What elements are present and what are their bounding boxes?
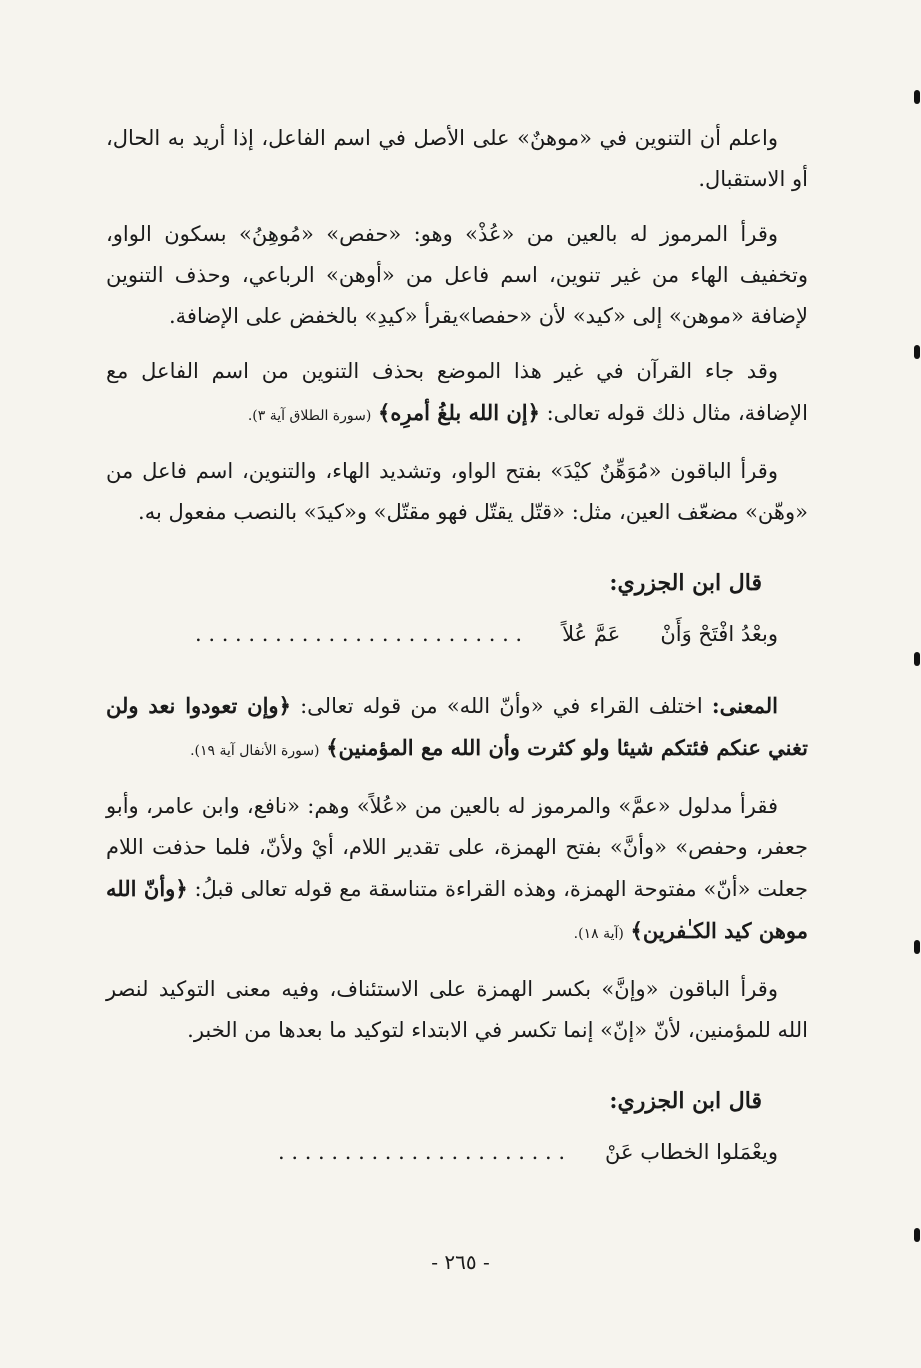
paragraph: واعلم أن التنوين في «موهنٌ» على الأصل في اسم الفاعل، إذا أريد به الحال، أو الاستقبال.	[106, 126, 808, 191]
poem-verse	[106, 614, 808, 655]
verse-part: وبعْدُ افْتَحْ وَأَنْ	[660, 622, 778, 646]
quran-quote: ﴿إن الله بلغُ أمرِه﴾	[378, 400, 540, 425]
section-heading: قال ابن الجزري:	[609, 1088, 762, 1114]
quran-quote: ﴿وإن تعودوا نعد ولن تغني عنكم فئتكم شيئا ولو كثرت وأن الله مع المؤمنين﴾	[106, 693, 808, 760]
poem-verse	[106, 1132, 808, 1173]
page-number: - ٢٦٥ -	[431, 1250, 490, 1274]
verse-part: ويعْمَلوا الخطاب عَنْ	[605, 1140, 778, 1164]
paragraph: وقرأ الباقون «وإنَّ» بكسر الهمزة على الاستئناف، وفيه معنى التوكيد لنصر الله للمؤمنين، لأنّ «إنّ» إنما تكسر في الابتداء لتوكيد ما بعدها من الخبر.	[106, 977, 808, 1042]
verse-dots: . . . . . . . . . . . . . . . . . . . . . . . . .	[195, 622, 523, 646]
margin-mark	[914, 652, 920, 666]
verse-part: عَمَّ عُلاً	[562, 622, 621, 646]
meaning-label: المعنى:	[711, 693, 778, 718]
paragraph-text: اختلف القراء في «وأنّ الله» من قوله تعالى:	[300, 694, 703, 718]
page-body	[106, 118, 808, 1203]
paragraph-text: فقرأ مدلول «عمَّ» والمرموز له بالعين من «عُلاً» وهم: «نافع، وابن عامر، وأبو جعفر، وحفص» «وأنَّ» بفتح الهمزة، على تقدير اللام، أيْ ولأنّ، فلما حذفت اللام جعلت «أنّ» مفتوحة الهمزة، وهذه القراءة متناسقة مع قوله تعالى قبلُ:	[106, 794, 808, 901]
verse-dots: . . . . . . . . . . . . . . . . . . . . . .	[278, 1140, 566, 1164]
paragraph	[106, 685, 808, 772]
margin-mark	[914, 90, 920, 104]
paragraph	[106, 786, 808, 955]
section-heading: قال ابن الجزري:	[609, 570, 762, 596]
surah-reference: (سورة الطلاق آية ٣).	[247, 408, 372, 424]
paragraph: وقرأ المرموز له بالعين من «عُذْ» وهو: «حفص» «مُوهِنُ» بسكون الواو، وتخفيف الهاء من غير تنوين، اسم فاعل من «أوهن» الرباعي، وحذف التنوين لإضافة «موهن» إلى «كيد» لأن «حفصا»يقرأ «كيدِ» بالخفض على الإضافة.	[106, 222, 808, 328]
surah-reference: (آية ١٨).	[573, 926, 624, 942]
margin-mark	[914, 1228, 920, 1242]
quran-quote: ﴿وأنّ الله موهن كيد الكـٰفرين﴾	[106, 876, 808, 943]
paragraph	[106, 351, 808, 437]
paragraph: وقرأ الباقون «مُوَهِّنٌ كيْدَ» بفتح الواو، وتشديد الهاء، والتنوين، اسم فاعل من «وهّن» مضعّف العين، مثل: «قتّل يقتّل فهو مقتّل» و«كيدَ» بالنصب مفعول به.	[106, 459, 808, 524]
paragraph-text: وقد جاء القرآن في غير هذا الموضع بحذف التنوين من اسم الفاعل مع الإضافة، مثال ذلك قوله تعالى:	[106, 359, 808, 425]
margin-mark	[914, 345, 920, 359]
margin-mark	[914, 940, 920, 954]
surah-reference: (سورة الأنفال آية ١٩).	[190, 743, 320, 759]
